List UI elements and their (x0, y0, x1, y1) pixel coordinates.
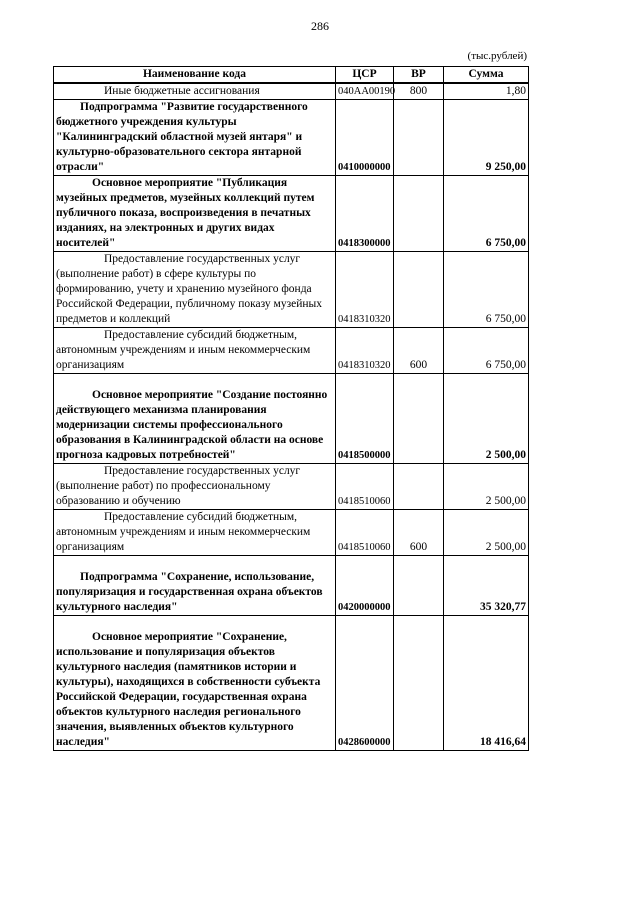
table-row (54, 176, 529, 252)
row-csr: 0418310320 (336, 252, 394, 328)
row-name: Иные бюджетные ассигнования (54, 83, 336, 100)
table-row (54, 252, 529, 328)
row-name: Предоставление субсидий бюджетным, автономным учреждениям и иным некоммерческим организациям (54, 328, 336, 374)
table-row (54, 616, 529, 751)
row-sum: 6 750,00 (444, 252, 529, 328)
row-csr: 0418510060 (336, 464, 394, 510)
table-row (54, 100, 529, 176)
table-row (54, 464, 529, 510)
row-vr: 600 (394, 510, 444, 556)
table-row (54, 510, 529, 556)
row-vr (394, 556, 444, 616)
table-header-row (54, 67, 529, 84)
row-sum: 9 250,00 (444, 100, 529, 176)
row-vr (394, 100, 444, 176)
row-vr (394, 176, 444, 252)
row-vr (394, 374, 444, 464)
table-row (54, 556, 529, 616)
row-name: Предоставление субсидий бюджетным, автономным учреждениям и иным некоммерческим организациям (54, 510, 336, 556)
row-sum: 2 500,00 (444, 464, 529, 510)
table-row (54, 328, 529, 374)
row-sum: 6 750,00 (444, 176, 529, 252)
table-row (54, 374, 529, 464)
row-vr (394, 252, 444, 328)
row-csr: 0418500000 (336, 374, 394, 464)
row-csr: 0428600000 (336, 616, 394, 751)
header-vr: ВР (394, 67, 444, 84)
row-name: Основное мероприятие "Публикация музейных предметов, музейных коллекций путем публичного показа, воспроизведения в печатных изданиях, на электронных и других видах носителей" (54, 176, 336, 252)
header-sum: Сумма (444, 67, 529, 84)
row-sum: 6 750,00 (444, 328, 529, 374)
header-name: Наименование кода (54, 67, 336, 84)
units-label: (тыс.рублей) (467, 50, 527, 62)
row-csr: 0418510060 (336, 510, 394, 556)
row-name: Предоставление государственных услуг (выполнение работ) по профессиональному образованию и обучению (54, 464, 336, 510)
budget-table (53, 66, 529, 751)
row-csr: 0420000000 (336, 556, 394, 616)
row-sum: 1,80 (444, 83, 529, 100)
row-vr: 600 (394, 328, 444, 374)
row-sum: 2 500,00 (444, 374, 529, 464)
row-csr: 040AA00190 (336, 83, 394, 100)
row-csr: 0418310320 (336, 328, 394, 374)
row-sum: 35 320,77 (444, 556, 529, 616)
row-name: Подпрограмма "Развитие государственного бюджетного учреждения культуры "Калининградский областной музей янтаря" и культурно-образовательного сектора янтарной отрасли" (54, 100, 336, 176)
row-vr (394, 616, 444, 751)
row-sum: 18 416,64 (444, 616, 529, 751)
table-row (54, 83, 529, 100)
row-vr (394, 464, 444, 510)
row-sum: 2 500,00 (444, 510, 529, 556)
row-csr: 0418300000 (336, 176, 394, 252)
row-name: Основное мероприятие "Сохранение, использование и популяризация объектов культурного наследия (памятников истории и культуры), находящихся в собственности субъекта Российской Федерации, государственная охрана объектов культурного наследия регионального значения, выявленных объектов культурного наследия" (54, 616, 336, 751)
header-csr: ЦСР (336, 67, 394, 84)
row-name: Предоставление государственных услуг (выполнение работ) в сфере культуры по формированию, учету и хранению музейного фонда Российской Федерации, публичному показу музейных предметов и коллекций (54, 252, 336, 328)
row-name: Основное мероприятие "Создание постоянно действующего механизма планирования модернизации системы профессионального образования в Калининградской области на основе прогноза кадровых потребностей" (54, 374, 336, 464)
page-number: 286 (311, 19, 329, 33)
row-csr: 0410000000 (336, 100, 394, 176)
row-name: Подпрограмма "Сохранение, использование, популяризация и государственная охрана объектов культурного наследия" (54, 556, 336, 616)
row-vr: 800 (394, 83, 444, 100)
